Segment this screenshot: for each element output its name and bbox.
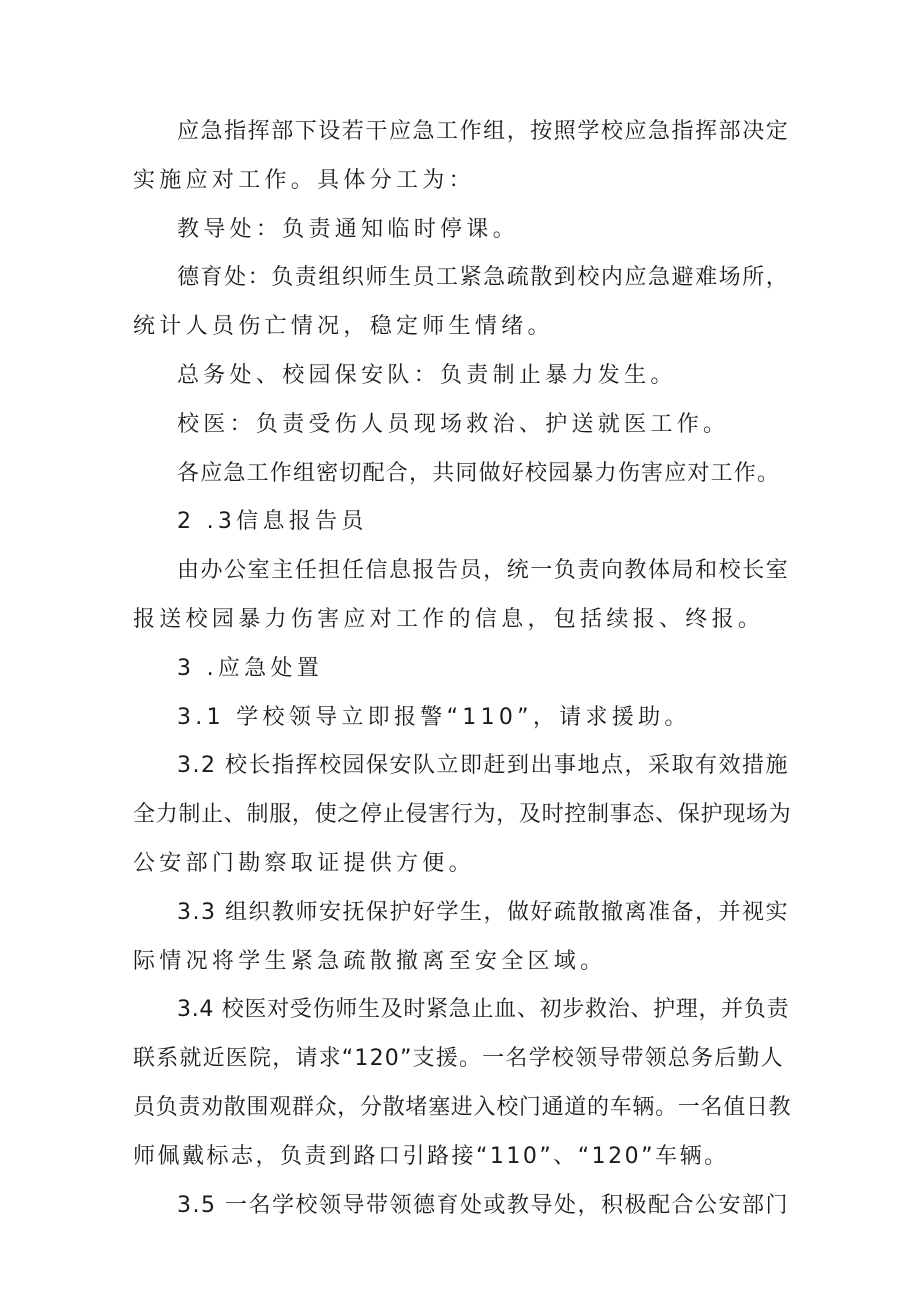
paragraph-line: 教导处：负责通知临时停课。 xyxy=(177,216,519,242)
paragraph-line: 实施应对工作。具体分工为： xyxy=(133,167,475,193)
paragraph-line: 3.4 校医对受伤师生及时紧急止血、初步救治、护理，并负责 xyxy=(177,997,790,1023)
paragraph-line: 德育处：负责组织师生员工紧急疏散到校内应急避难场所， xyxy=(177,265,790,291)
paragraph-line: 3.2 校长指挥校园保安队立即赶到出事地点，采取有效措施 xyxy=(177,753,789,779)
paragraph-line: 3.1 学校领导立即报警“110”，请求援助。 xyxy=(177,704,691,730)
paragraph-line: 联系就近医院，请求“120”支援。一名学校领导带领总务后勤人 xyxy=(133,1046,784,1072)
paragraph-line: 由办公室主任担任信息报告员，统一负责向教体局和校长室 xyxy=(177,558,790,584)
paragraph-line: 3.3 组织教师安抚保护好学生，做好疏散撤离准备，并视实 xyxy=(177,899,789,925)
paragraph-line: 3.5 一名学校领导带领德育处或教导处，积极配合公安部门 xyxy=(177,1192,789,1218)
paragraph-line: 员负责劝散围观群众，分散堵塞进入校门通道的车辆。一名值日教 xyxy=(133,1094,792,1120)
section-heading: 2 .3信息报告员 xyxy=(177,509,368,535)
document-body xyxy=(133,108,793,1230)
paragraph-line: 师佩戴标志，负责到路口引路接“110”、“120”车辆。 xyxy=(133,1143,729,1169)
paragraph-line: 报送校园暴力伤害应对工作的信息，包括续报、终报。 xyxy=(133,606,765,632)
paragraph-line: 统计人员伤亡情况，稳定师生情绪。 xyxy=(133,314,554,340)
paragraph-line: 各应急工作组密切配合，共同做好校园暴力伤害应对工作。 xyxy=(177,460,781,486)
section-heading: 3 .应急处置 xyxy=(177,655,324,681)
paragraph-line: 校医：负责受伤人员现场救治、护送就医工作。 xyxy=(177,411,730,437)
paragraph-line: 全力制止、制服，使之停止侵害行为，及时控制事态、保护现场为 xyxy=(133,802,792,828)
paragraph-line: 际情况将学生紧急疏散撤离至安全区域。 xyxy=(133,948,607,974)
paragraph-line: 公安部门勘察取证提供方便。 xyxy=(133,850,475,876)
paragraph-line: 应急指挥部下设若干应急工作组，按照学校应急指挥部决定 xyxy=(177,119,790,144)
paragraph-line: 总务处、校园保安队：负责制止暴力发生。 xyxy=(177,362,677,388)
